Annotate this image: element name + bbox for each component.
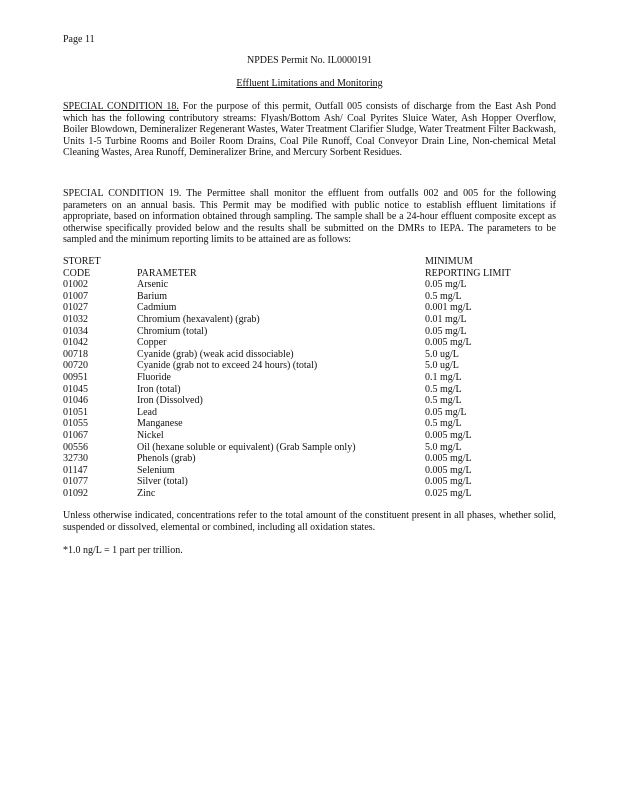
header-storet: STORET xyxy=(63,256,101,267)
storet-code: 01002 xyxy=(63,279,88,291)
reporting-limit: 0.1 mg/L xyxy=(425,372,462,383)
reporting-limit: 0.5 mg/L xyxy=(425,395,462,407)
table-row xyxy=(63,326,563,338)
parameter-name: Oil (hexane soluble or equivalent) (Grab Sample only) xyxy=(137,441,356,453)
storet-code: 00556 xyxy=(63,441,88,453)
table-row xyxy=(63,337,563,349)
parameter-name: Barium xyxy=(137,290,167,302)
parameter-name: Cyanide (grab) (weak acid dissociable) xyxy=(137,348,294,360)
storet-code: 01045 xyxy=(63,383,88,395)
reporting-limit: 0.005 mg/L xyxy=(425,453,472,465)
storet-code: 00718 xyxy=(63,348,88,360)
parameter-name: Iron (Dissolved) xyxy=(137,395,203,407)
reporting-limit: 5.0 ug/L xyxy=(425,348,459,360)
table-row xyxy=(63,476,563,488)
storet-code: 01055 xyxy=(63,418,88,430)
parameter-name: Fluoride xyxy=(137,372,171,383)
storet-code: 01032 xyxy=(63,314,88,325)
parameter-name: Arsenic xyxy=(137,279,169,291)
permit-number: NPDES Permit No. IL0000191 xyxy=(247,55,372,66)
reporting-limit: 0.001 mg/L xyxy=(425,302,472,314)
parameter-name: Phenols (grab) xyxy=(137,453,196,465)
header-reporting-limit: REPORTING LIMIT xyxy=(425,267,511,279)
reporting-limit: 0.5 mg/L xyxy=(425,418,462,430)
special-condition-19: SPECIAL CONDITION 19. The Permittee shall monitor the effluent from outfalls 002 and 005 for the following parameters on an annual basis. This Permit may be modified with public notice to establish effluent limitations if appropriate, based on information obtained through sampling. The sample shall be a 24-hour effluent composite except as otherwise specifically provided below and the results shall be submitted on the DMRs to IEPA. The parameters to be sampled and the minimum reporting limits to be attained are as follows: xyxy=(63,188,556,246)
parameter-name: Silver (total) xyxy=(137,476,188,488)
page-number: Page 11 xyxy=(63,34,95,45)
table-row xyxy=(63,407,563,419)
table-row xyxy=(63,314,563,326)
table-row xyxy=(63,372,563,384)
storet-code: 01067 xyxy=(63,430,88,441)
reporting-limit: 0.005 mg/L xyxy=(425,476,472,488)
header-minimum: MINIMUM xyxy=(425,256,473,267)
header-parameter: PARAMETER xyxy=(137,267,197,279)
table-row xyxy=(63,279,563,291)
reporting-limit: 0.005 mg/L xyxy=(425,337,472,349)
reporting-limit: 0.005 mg/L xyxy=(425,430,472,441)
table-row xyxy=(63,488,563,500)
sc18-label: SPECIAL CONDITION 18. xyxy=(63,101,179,112)
storet-code: 01092 xyxy=(63,488,88,499)
storet-code: 32730 xyxy=(63,453,88,465)
storet-code: 00951 xyxy=(63,372,88,383)
storet-code: 01042 xyxy=(63,337,88,349)
storet-code: 00720 xyxy=(63,360,88,372)
reporting-limit: 0.05 mg/L xyxy=(425,279,467,291)
reporting-limit: 0.025 mg/L xyxy=(425,488,472,499)
storet-code: 01034 xyxy=(63,325,88,337)
storet-code: 01027 xyxy=(63,302,88,314)
parameter-name: Cyanide (grab not to exceed 24 hours) (total) xyxy=(137,360,318,372)
sc18-text: For the purpose of this permit, Outfall 005 consists of discharge from the East Ash Pond which has the following contributory streams: Flyash/Bottom Ash/ Coal Pyrites Sluice Water, Ash Hopper Overflow, Boiler Blowdown, Demineralizer Regenerant Wastes, Water Treatment Clarifier Sludge, Water Treatment Filter Backwash, Units 1-5 Turbine Rooms and Boiler Room Drains, Coal Pile Runoff, Coal Conveyor Drain Line, Non-chemical Metal Cleaning Wastes, Area Runoff, Demineralizer Brine, and Mercury Sorbent Residues. xyxy=(63,101,556,159)
table-row xyxy=(63,453,563,465)
storet-code: 01147 xyxy=(63,464,88,476)
storet-code: 01077 xyxy=(63,476,88,488)
storet-code: 01046 xyxy=(63,395,88,407)
parameter-name: Selenium xyxy=(137,464,175,476)
parameter-name: Nickel xyxy=(137,430,164,441)
table-row xyxy=(63,302,563,314)
reporting-limit: 5.0 mg/L xyxy=(425,441,462,453)
note-concentrations: Unless otherwise indicated, concentrations refer to the total amount of the constituent present in all phases, whether solid, suspended or dissolved, elemental or combined, including all oxidation states. xyxy=(63,510,556,533)
parameter-name: Chromium (total) xyxy=(137,325,208,337)
parameter-name: Manganese xyxy=(137,418,183,430)
reporting-limit: 5.0 ug/L xyxy=(425,360,459,372)
parameter-name: Lead xyxy=(137,406,157,418)
storet-code: 01007 xyxy=(63,290,88,302)
table-row xyxy=(63,430,563,442)
table-row xyxy=(63,418,563,430)
parameter-name: Zinc xyxy=(137,488,156,499)
table-row xyxy=(63,349,563,361)
parameter-name: Cadmium xyxy=(137,302,177,314)
parameter-name: Chromium (hexavalent) (grab) xyxy=(137,314,260,325)
table-row xyxy=(63,360,563,372)
table-row xyxy=(63,442,563,454)
reporting-limit: 0.05 mg/L xyxy=(425,406,467,418)
header-code: CODE xyxy=(63,267,91,279)
table-row xyxy=(63,291,563,303)
table-row xyxy=(63,384,563,396)
table-row xyxy=(63,395,563,407)
reporting-limit: 0.5 mg/L xyxy=(425,383,462,395)
section-title: Effluent Limitations and Monitoring xyxy=(236,78,383,89)
parameter-name: Iron (total) xyxy=(137,383,181,395)
table-header-row-1 xyxy=(63,256,563,268)
table-row xyxy=(63,465,563,477)
special-condition-18 xyxy=(63,101,556,159)
note-units: *1.0 ng/L = 1 part per trillion. xyxy=(63,545,183,556)
reporting-limit: 0.005 mg/L xyxy=(425,464,472,476)
reporting-limit: 0.05 mg/L xyxy=(425,325,467,337)
storet-code: 01051 xyxy=(63,406,88,418)
reporting-limit: 0.5 mg/L xyxy=(425,290,462,302)
table-header-row-2 xyxy=(63,268,563,280)
parameter-name: Copper xyxy=(137,337,167,349)
reporting-limit: 0.01 mg/L xyxy=(425,314,467,325)
